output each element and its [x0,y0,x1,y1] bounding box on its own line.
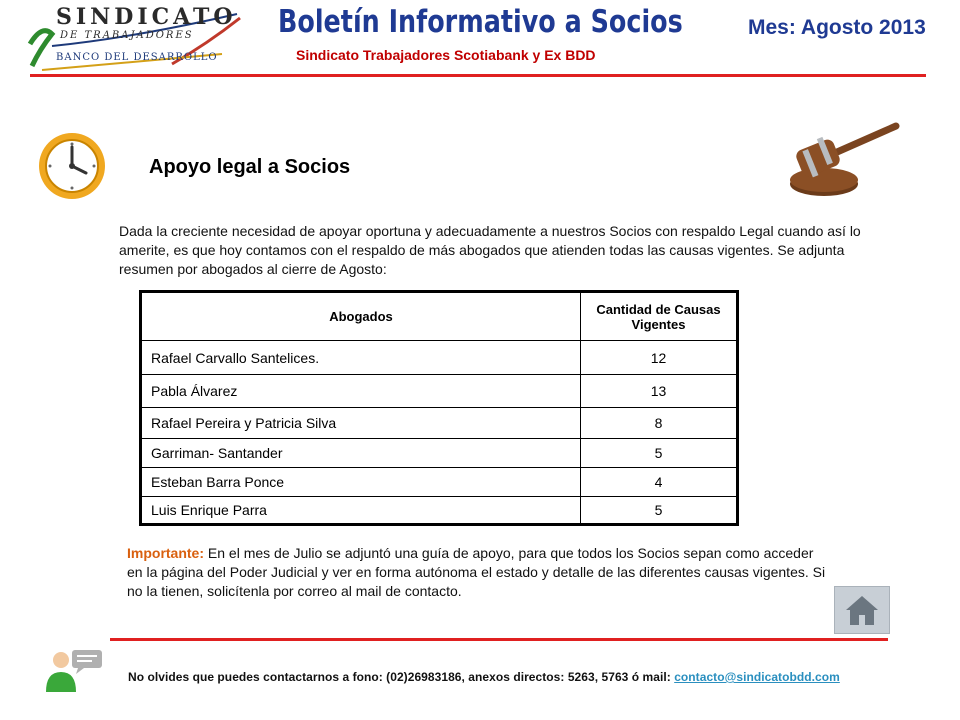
table-row [141,375,738,408]
home-icon [844,593,880,627]
case-count: 12 [581,341,738,375]
header-lawyers: Abogados [141,292,581,341]
table-row [141,341,738,375]
footer-text: No olvides que puedes contactarnos a fono: (02)26983186, anexos directos: 5263, 5763 ó mail: [128,670,675,684]
bulletin-month: Mes: Agosto 2013 [748,16,926,39]
section-title: Apoyo legal a Socios [149,156,351,178]
footer-contact [128,670,840,684]
lawyer-name: Rafael Carvallo Santelices. [141,341,581,375]
case-count: 5 [581,439,738,468]
table-row [141,497,738,525]
footer-divider [110,638,888,641]
logo-line2: DE TRABAJADORES [60,30,194,41]
table-row [141,468,738,497]
union-logo [22,4,244,72]
case-count: 13 [581,375,738,408]
lawyer-name: Pabla Álvarez [141,375,581,408]
case-count: 4 [581,468,738,497]
table-row [141,408,738,439]
important-text: En el mes de Julio se adjuntó una guía de apoyo, para que todos los Socios sepan como acceder en la página del Poder Judicial y ver en forma autónoma el estado y detalle de las diferentes causas vigentes. Si no la tienen, solicítenla por correo al mail de contacto. [127,545,826,599]
bulletin-subtitle: Sindicato Trabajadores Scotiabank y Ex BDD [296,47,596,63]
logo-name: SINDICATO [56,4,237,30]
clock-icon [36,130,108,202]
header-cases: Cantidad de Causas Vigentes [581,292,738,341]
lawyer-name: Garriman- Santander [141,439,581,468]
table-header-row [141,292,738,341]
gavel-icon [784,118,906,200]
lawyer-cases-table [139,290,739,526]
logo-line3: BANCO DEL DESARROLLO [56,52,218,63]
lawyer-name: Esteban Barra Ponce [141,468,581,497]
table-row [141,439,738,468]
important-label: Importante: [127,545,204,561]
lawyer-name: Luis Enrique Parra [141,497,581,525]
lawyer-name: Rafael Pereira y Patricia Silva [141,408,581,439]
bulletin-title: Boletín Informativo a Socios [278,4,683,40]
section-intro: Dada la creciente necesidad de apoyar oportuna y adecuadamente a nuestros Socios con respaldo Legal cuando así lo amerite, es que hoy contamos con el respaldo de más abogados que atienden todas las causas vigentes. Se adjunta resumen por abogados al cierre de Agosto: [119,223,861,277]
home-button[interactable] [834,586,890,634]
important-note [127,544,827,601]
contact-person-icon [42,646,106,694]
header-divider [30,74,926,77]
contact-email-link[interactable]: contacto@sindicatobdd.com [674,670,840,684]
case-count: 8 [581,408,738,439]
case-count: 5 [581,497,738,525]
